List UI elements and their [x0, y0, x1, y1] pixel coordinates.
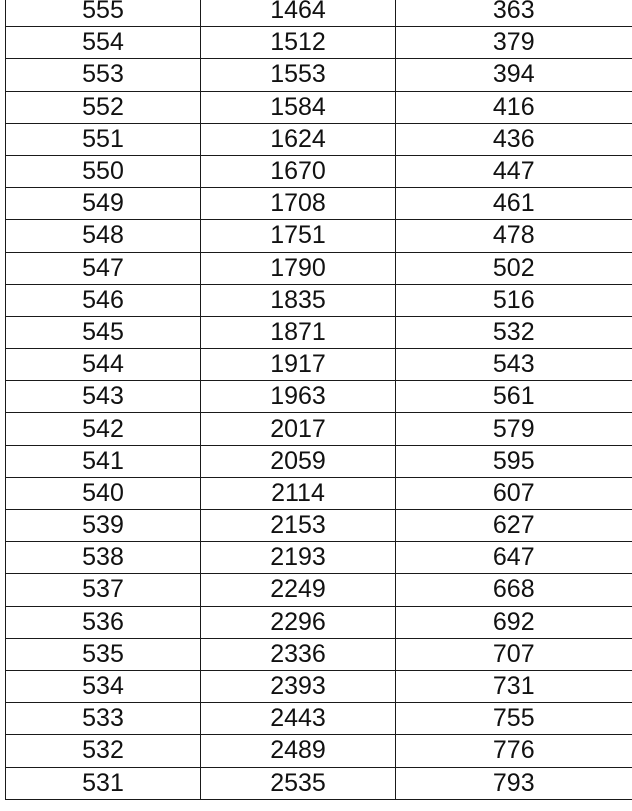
score-cell: 552: [6, 91, 201, 123]
cumulative-count-cell: 1670: [201, 155, 396, 187]
table-row: [6, 670, 632, 702]
score-table: [5, 0, 632, 800]
cumulative-count-cell: 1917: [201, 349, 396, 381]
cumulative-count-cell: 2393: [201, 670, 396, 702]
cumulative-count-cell: 1584: [201, 91, 396, 123]
table-row: [6, 123, 632, 155]
score-cell: 537: [6, 574, 201, 606]
count-cell: 755: [396, 703, 632, 735]
cumulative-count-cell: 1708: [201, 188, 396, 220]
table-row: [6, 703, 632, 735]
cumulative-count-cell: 1512: [201, 27, 396, 59]
cumulative-count-cell: 1835: [201, 284, 396, 316]
count-cell: 543: [396, 349, 632, 381]
score-cell: 548: [6, 220, 201, 252]
count-cell: 561: [396, 381, 632, 413]
score-cell: 553: [6, 59, 201, 91]
table-row: [6, 606, 632, 638]
score-table-body: [6, 0, 632, 799]
cumulative-count-cell: 1751: [201, 220, 396, 252]
cumulative-count-cell: 2017: [201, 413, 396, 445]
table-row: [6, 91, 632, 123]
table-row: [6, 316, 632, 348]
score-cell: 538: [6, 542, 201, 574]
table-row: [6, 27, 632, 59]
cumulative-count-cell: 2059: [201, 445, 396, 477]
count-cell: 461: [396, 188, 632, 220]
score-cell: 533: [6, 703, 201, 735]
count-cell: 776: [396, 735, 632, 767]
score-cell: 547: [6, 252, 201, 284]
count-cell: 532: [396, 316, 632, 348]
score-cell: 542: [6, 413, 201, 445]
count-cell: 478: [396, 220, 632, 252]
table-row: [6, 252, 632, 284]
table-row: [6, 445, 632, 477]
count-cell: 447: [396, 155, 632, 187]
count-cell: 579: [396, 413, 632, 445]
score-cell: 540: [6, 477, 201, 509]
cumulative-count-cell: 2489: [201, 735, 396, 767]
count-cell: 436: [396, 123, 632, 155]
table-row: [6, 188, 632, 220]
cumulative-count-cell: 1553: [201, 59, 396, 91]
cumulative-count-cell: 2193: [201, 542, 396, 574]
count-cell: 595: [396, 445, 632, 477]
table-row: [6, 510, 632, 542]
cumulative-count-cell: 1871: [201, 316, 396, 348]
table-row: [6, 477, 632, 509]
cumulative-count-cell: 2153: [201, 510, 396, 542]
score-cell: 536: [6, 606, 201, 638]
count-cell: 363: [396, 0, 632, 27]
count-cell: 793: [396, 767, 632, 799]
count-cell: 394: [396, 59, 632, 91]
score-cell: 541: [6, 445, 201, 477]
count-cell: 516: [396, 284, 632, 316]
table-row: [6, 59, 632, 91]
count-cell: 707: [396, 638, 632, 670]
score-cell: 532: [6, 735, 201, 767]
count-cell: 627: [396, 510, 632, 542]
score-cell: 546: [6, 284, 201, 316]
score-cell: 554: [6, 27, 201, 59]
score-cell: 544: [6, 349, 201, 381]
score-cell: 534: [6, 670, 201, 702]
count-cell: 692: [396, 606, 632, 638]
count-cell: 731: [396, 670, 632, 702]
count-cell: 379: [396, 27, 632, 59]
cumulative-count-cell: 1963: [201, 381, 396, 413]
cumulative-count-cell: 2336: [201, 638, 396, 670]
table-row: [6, 767, 632, 799]
cumulative-count-cell: 2535: [201, 767, 396, 799]
cumulative-count-cell: 2296: [201, 606, 396, 638]
table-row: [6, 0, 632, 27]
score-cell: 531: [6, 767, 201, 799]
cumulative-count-cell: 2443: [201, 703, 396, 735]
score-cell: 551: [6, 123, 201, 155]
table-row: [6, 574, 632, 606]
cumulative-count-cell: 1624: [201, 123, 396, 155]
score-cell: 550: [6, 155, 201, 187]
score-cell: 543: [6, 381, 201, 413]
table-row: [6, 284, 632, 316]
table-row: [6, 735, 632, 767]
count-cell: 607: [396, 477, 632, 509]
cumulative-count-cell: 2114: [201, 477, 396, 509]
table-row: [6, 155, 632, 187]
cumulative-count-cell: 2249: [201, 574, 396, 606]
table-row: [6, 381, 632, 413]
score-cell: 555: [6, 0, 201, 27]
score-cell: 549: [6, 188, 201, 220]
table-row: [6, 413, 632, 445]
count-cell: 668: [396, 574, 632, 606]
score-cell: 545: [6, 316, 201, 348]
table-row: [6, 220, 632, 252]
count-cell: 647: [396, 542, 632, 574]
cumulative-count-cell: 1790: [201, 252, 396, 284]
cumulative-count-cell: 1464: [201, 0, 396, 27]
count-cell: 502: [396, 252, 632, 284]
score-cell: 535: [6, 638, 201, 670]
table-row: [6, 638, 632, 670]
count-cell: 416: [396, 91, 632, 123]
table-row: [6, 542, 632, 574]
table-row: [6, 349, 632, 381]
score-cell: 539: [6, 510, 201, 542]
